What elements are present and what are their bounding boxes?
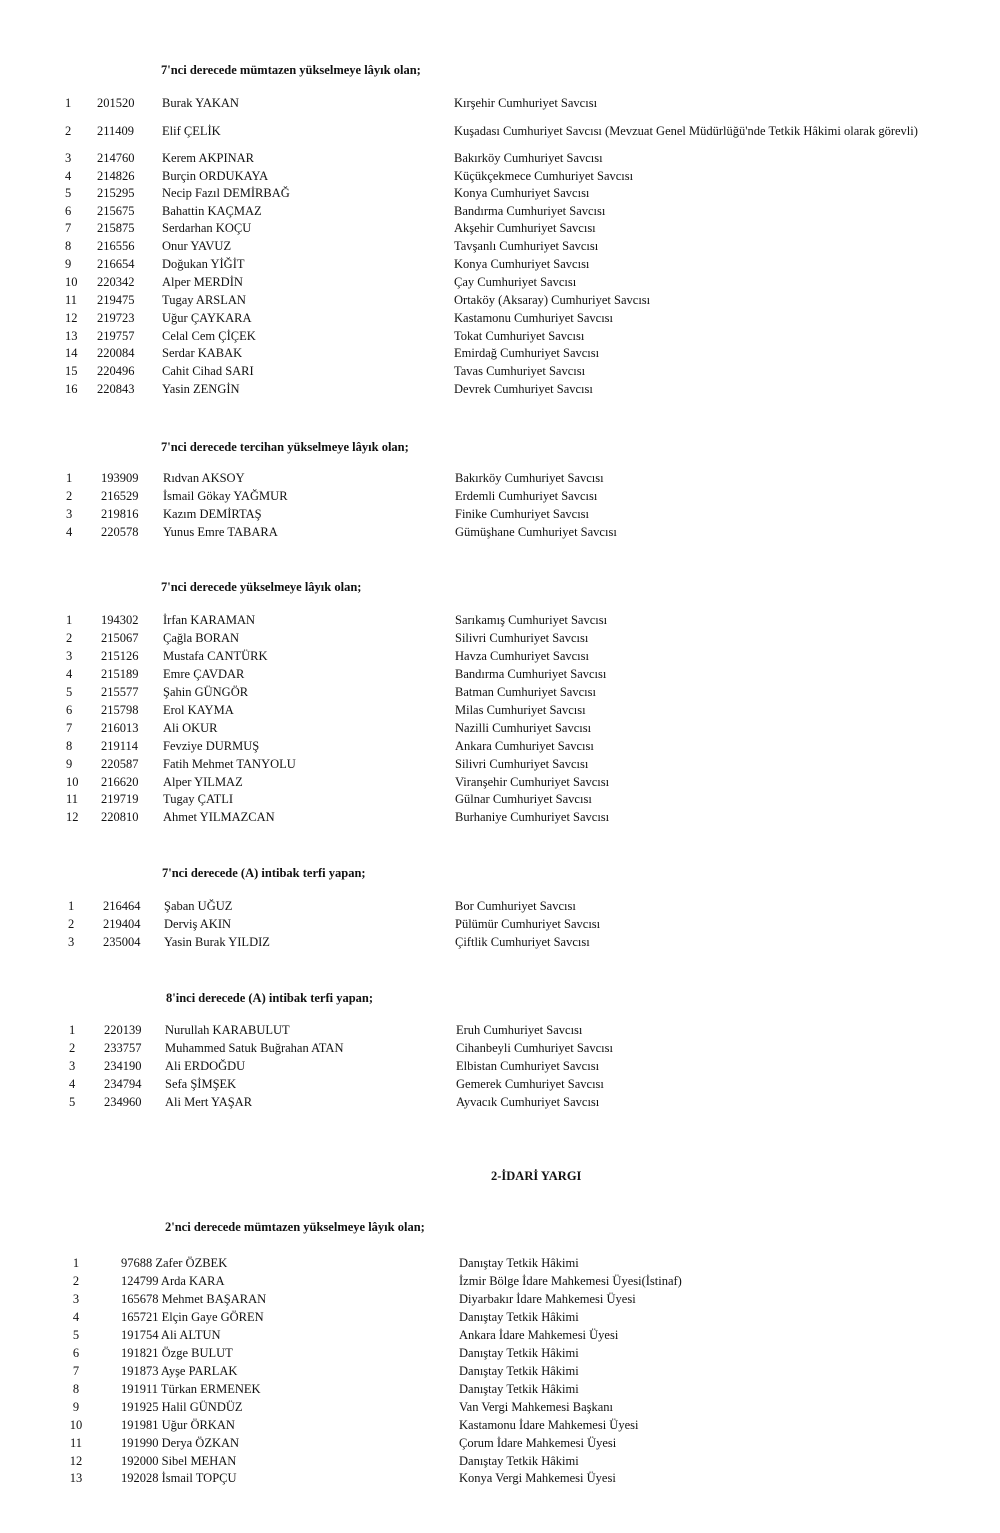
- sicil-number: 219404: [103, 917, 141, 931]
- sicil-number: 201520: [97, 96, 135, 110]
- position-title: Bandırma Cumhuriyet Savcısı: [454, 204, 606, 218]
- row-number: 4: [66, 667, 73, 681]
- position-title: Erdemli Cumhuriyet Savcısı: [455, 489, 598, 503]
- row-number: 4: [66, 525, 73, 539]
- row-number: 11: [65, 293, 78, 307]
- row-number: 2: [66, 631, 73, 645]
- person-name: Çağla BORAN: [163, 631, 240, 645]
- row-number: 7: [65, 221, 72, 235]
- table-row: [0, 257, 1000, 275]
- person-name: Ahmet YILMAZCAN: [163, 810, 275, 824]
- section-heading: 7'nci derecede mümtazen yükselmeye lâyık olan;: [161, 63, 421, 77]
- person-name: Şaban UĞUZ: [164, 899, 233, 913]
- position-title: Konya Cumhuriyet Savcısı: [454, 257, 590, 271]
- person-name: Kerem AKPINAR: [162, 151, 255, 165]
- sicil-number: 214760: [97, 151, 135, 165]
- position-title: Gülnar Cumhuriyet Savcısı: [455, 792, 592, 806]
- row-number: 12: [65, 311, 78, 325]
- row-number: 12: [66, 810, 79, 824]
- table-row: [0, 1400, 1000, 1418]
- position-title: Danıştay Tetkik Hâkimi: [459, 1382, 579, 1396]
- row-number: 3: [65, 151, 72, 165]
- person-name: Ali Mert YAŞAR: [165, 1095, 253, 1109]
- person-name: Elif ÇELİK: [162, 124, 221, 138]
- table-row: [0, 169, 1000, 187]
- table-row: [0, 204, 1000, 222]
- person-name: Kazım DEMİRTAŞ: [163, 507, 262, 521]
- person-name: Onur YAVUZ: [162, 239, 232, 253]
- person-name: Yasin ZENGİN: [162, 382, 240, 396]
- person-name: Nurullah KARABULUT: [165, 1023, 290, 1037]
- sicil-number: 219475: [97, 293, 135, 307]
- table-row: [0, 311, 1000, 329]
- sicil-number: 219757: [97, 329, 135, 343]
- table-row: [0, 186, 1000, 204]
- row-number: 9: [72, 1400, 80, 1414]
- table-row: [0, 667, 1000, 685]
- position-title: Çay Cumhuriyet Savcısı: [454, 275, 577, 289]
- section-heading: 2'nci derecede mümtazen yükselmeye lâyık olan;: [165, 1220, 425, 1234]
- position-title: Danıştay Tetkik Hâkimi: [459, 1310, 579, 1324]
- sicil-number: 220587: [101, 757, 139, 771]
- person-name: Doğukan YİĞİT: [162, 257, 245, 271]
- sicil-number: 220342: [97, 275, 135, 289]
- person-name: Cahit Cihad SARI: [162, 364, 254, 378]
- position-title: Bandırma Cumhuriyet Savcısı: [455, 667, 607, 681]
- row-number: 8: [72, 1382, 80, 1396]
- sicil-and-name: 165721 Elçin Gaye GÖREN: [121, 1310, 264, 1324]
- table-row: [0, 792, 1000, 810]
- row-number: 10: [69, 1418, 83, 1432]
- table-row: [0, 1436, 1000, 1454]
- position-title: Batman Cumhuriyet Savcısı: [455, 685, 596, 699]
- sicil-number: 219723: [97, 311, 135, 325]
- position-title: Elbistan Cumhuriyet Savcısı: [456, 1059, 600, 1073]
- sicil-number: 194302: [101, 613, 139, 627]
- position-title: Tavşanlı Cumhuriyet Savcısı: [454, 239, 599, 253]
- section-heading: 8'inci derecede (A) intibak terfi yapan;: [166, 991, 374, 1005]
- sicil-number: 216464: [103, 899, 141, 913]
- person-name: Yunus Emre TABARA: [163, 525, 278, 539]
- position-title: Gümüşhane Cumhuriyet Savcısı: [455, 525, 617, 539]
- table-row: [0, 382, 1000, 400]
- table-row: [0, 721, 1000, 739]
- person-name: Sefa ŞİMŞEK: [165, 1077, 237, 1091]
- row-number: 10: [66, 775, 79, 789]
- table-row: [0, 685, 1000, 703]
- position-title: Ortaköy (Aksaray) Cumhuriyet Savcısı: [454, 293, 651, 307]
- position-title: Akşehir Cumhuriyet Savcısı: [454, 221, 596, 235]
- position-title: Ayvacık Cumhuriyet Savcısı: [456, 1095, 600, 1109]
- person-name: Muhammed Satuk Buğrahan ATAN: [165, 1041, 344, 1055]
- position-title: Silivri Cumhuriyet Savcısı: [455, 631, 589, 645]
- sicil-number: 220843: [97, 382, 135, 396]
- position-title: Milas Cumhuriyet Savcısı: [455, 703, 586, 717]
- table-row: [0, 1059, 1000, 1077]
- row-number: 8: [65, 239, 72, 253]
- person-name: Burak YAKAN: [162, 96, 239, 110]
- row-number: 7: [66, 721, 73, 735]
- person-name: Tugay ÇATLI: [163, 792, 234, 806]
- table-row: [0, 613, 1000, 631]
- person-name: Erol KAYMA: [163, 703, 234, 717]
- table-row: [0, 1382, 1000, 1400]
- position-title: Havza Cumhuriyet Savcısı: [455, 649, 589, 663]
- row-number: 3: [69, 1059, 76, 1073]
- person-name: Celal Cem ÇİÇEK: [162, 329, 256, 343]
- sicil-number: 215675: [97, 204, 135, 218]
- position-title: Cihanbeyli Cumhuriyet Savcısı: [456, 1041, 613, 1055]
- position-title: Konya Cumhuriyet Savcısı: [454, 186, 590, 200]
- sicil-number: 193909: [101, 471, 139, 485]
- table-row: [0, 221, 1000, 239]
- position-title: Kastamonu Cumhuriyet Savcısı: [454, 311, 614, 325]
- row-number: 3: [66, 649, 73, 663]
- table-row: [0, 739, 1000, 757]
- sicil-and-name: 191873 Ayşe PARLAK: [121, 1364, 238, 1378]
- position-title: Bakırköy Cumhuriyet Savcısı: [455, 471, 604, 485]
- position-title: Ankara İdare Mahkemesi Üyesi: [459, 1328, 619, 1342]
- table-row: [0, 151, 1000, 169]
- position-title: Van Vergi Mahkemesi Başkanı: [459, 1400, 614, 1414]
- sicil-and-name: 192028 İsmail TOPÇU: [121, 1471, 237, 1485]
- row-number: 2: [68, 917, 75, 931]
- sicil-number: 235004: [103, 935, 141, 949]
- sicil-and-name: 191990 Derya ÖZKAN: [121, 1436, 240, 1450]
- table-row: [0, 275, 1000, 293]
- person-name: İrfan KARAMAN: [163, 613, 255, 627]
- person-name: İsmail Gökay YAĞMUR: [163, 489, 288, 503]
- person-name: Fevziye DURMUŞ: [163, 739, 260, 753]
- position-title: Silivri Cumhuriyet Savcısı: [455, 757, 589, 771]
- row-number: 3: [72, 1292, 80, 1306]
- table-row: [0, 96, 1000, 114]
- row-number: 12: [69, 1454, 83, 1468]
- person-name: Rıdvan AKSOY: [163, 471, 245, 485]
- position-title: Diyarbakır İdare Mahkemesi Üyesi: [459, 1292, 636, 1306]
- row-number: 5: [66, 685, 73, 699]
- row-number: 1: [65, 96, 72, 110]
- row-number: 7: [72, 1364, 80, 1378]
- sicil-number: 216654: [97, 257, 135, 271]
- table-row: [0, 810, 1000, 828]
- table-row: [0, 1041, 1000, 1059]
- sicil-number: 215067: [101, 631, 139, 645]
- sicil-number: 214826: [97, 169, 135, 183]
- person-name: Uğur ÇAYKARA: [162, 311, 252, 325]
- sicil-number: 215189: [101, 667, 139, 681]
- sicil-and-name: 191911 Türkan ERMENEK: [121, 1382, 261, 1396]
- position-title: Nazilli Cumhuriyet Savcısı: [455, 721, 592, 735]
- person-name: Yasin Burak YILDIZ: [164, 935, 270, 949]
- position-title: İzmir Bölge İdare Mahkemesi Üyesi(İstinaf): [459, 1274, 682, 1288]
- row-number: 2: [72, 1274, 80, 1288]
- sicil-number: 234960: [104, 1095, 142, 1109]
- table-row: [0, 935, 1000, 953]
- position-title: Tokat Cumhuriyet Savcısı: [454, 329, 585, 343]
- table-row: [0, 1095, 1000, 1113]
- table-row: [0, 364, 1000, 382]
- row-number: 1: [66, 613, 73, 627]
- table-row: [0, 649, 1000, 667]
- position-title: Küçükçekmece Cumhuriyet Savcısı: [454, 169, 634, 183]
- row-number: 1: [66, 471, 73, 485]
- row-number: 9: [65, 257, 72, 271]
- person-name: Fatih Mehmet TANYOLU: [163, 757, 296, 771]
- sicil-and-name: 124799 Arda KARA: [121, 1274, 225, 1288]
- table-row: [0, 1292, 1000, 1310]
- table-row: [0, 775, 1000, 793]
- sicil-and-name: 191821 Özge BULUT: [121, 1346, 233, 1360]
- table-row: [0, 329, 1000, 347]
- table-row: [0, 1310, 1000, 1328]
- row-number: 1: [72, 1256, 80, 1270]
- position-title: Bakırköy Cumhuriyet Savcısı: [454, 151, 603, 165]
- sicil-and-name: 165678 Mehmet BAŞARAN: [121, 1292, 267, 1306]
- sicil-number: 219719: [101, 792, 139, 806]
- table-row: [0, 239, 1000, 257]
- table-row: [0, 507, 1000, 525]
- person-name: Alper MERDİN: [162, 275, 243, 289]
- position-title: Konya Vergi Mahkemesi Üyesi: [459, 1471, 616, 1485]
- row-number: 8: [66, 739, 73, 753]
- person-name: Mustafa CANTÜRK: [163, 649, 268, 663]
- sicil-number: 219114: [101, 739, 139, 753]
- table-row: [0, 1328, 1000, 1346]
- sicil-number: 215875: [97, 221, 135, 235]
- table-row: [0, 899, 1000, 917]
- position-title: Kuşadası Cumhuriyet Savcısı (Mevzuat Genel Müdürlüğü'nde Tetkik Hâkimi olarak görevli): [454, 124, 918, 138]
- table-row: [0, 703, 1000, 721]
- sicil-number: 216529: [101, 489, 139, 503]
- row-number: 5: [65, 186, 72, 200]
- row-number: 13: [69, 1471, 83, 1485]
- row-number: 4: [65, 169, 72, 183]
- sicil-number: 211409: [97, 124, 135, 138]
- sicil-and-name: 191925 Halil GÜNDÜZ: [121, 1400, 243, 1414]
- sicil-number: 216013: [101, 721, 139, 735]
- sicil-number: 215295: [97, 186, 135, 200]
- person-name: Serdarhan KOÇU: [162, 221, 252, 235]
- person-name: Emre ÇAVDAR: [163, 667, 245, 681]
- sicil-and-name: 192000 Sibel MEHAN: [121, 1454, 237, 1468]
- person-name: Derviş AKIN: [164, 917, 232, 931]
- position-title: Çorum İdare Mahkemesi Üyesi: [459, 1436, 617, 1450]
- table-row: [0, 1418, 1000, 1436]
- position-title: Tavas Cumhuriyet Savcısı: [454, 364, 586, 378]
- sicil-number: 215126: [101, 649, 139, 663]
- person-name: Ali ERDOĞDU: [165, 1059, 246, 1073]
- position-title: Kastamonu İdare Mahkemesi Üyesi: [459, 1418, 639, 1432]
- row-number: 14: [65, 346, 78, 360]
- sicil-and-name: 191754 Ali ALTUN: [121, 1328, 221, 1342]
- row-number: 15: [65, 364, 78, 378]
- row-number: 2: [66, 489, 73, 503]
- person-name: Tugay ARSLAN: [162, 293, 246, 307]
- position-title: Viranşehir Cumhuriyet Savcısı: [455, 775, 610, 789]
- row-number: 6: [66, 703, 73, 717]
- sicil-number: 216620: [101, 775, 139, 789]
- table-row: [0, 1471, 1000, 1489]
- sicil-number: 220084: [97, 346, 135, 360]
- person-name: Burçin ORDUKAYA: [162, 169, 269, 183]
- row-number: 5: [72, 1328, 80, 1342]
- table-row: [0, 631, 1000, 649]
- sicil-number: 234794: [104, 1077, 142, 1091]
- section-heading: 7'nci derecede (A) intibak terfi yapan;: [162, 866, 366, 880]
- position-title: Danıştay Tetkik Hâkimi: [459, 1364, 579, 1378]
- sicil-number: 215798: [101, 703, 139, 717]
- position-title: Eruh Cumhuriyet Savcısı: [456, 1023, 583, 1037]
- table-row: [0, 471, 1000, 489]
- position-title: Finike Cumhuriyet Savcısı: [455, 507, 590, 521]
- sicil-number: 220810: [101, 810, 139, 824]
- row-number: 11: [66, 792, 79, 806]
- table-row: [0, 293, 1000, 311]
- table-row: [0, 1274, 1000, 1292]
- position-title: Ankara Cumhuriyet Savcısı: [455, 739, 594, 753]
- person-name: Ali OKUR: [163, 721, 218, 735]
- sicil-number: 216556: [97, 239, 135, 253]
- table-row: [0, 757, 1000, 775]
- position-title: Danıştay Tetkik Hâkimi: [459, 1454, 579, 1468]
- row-number: 4: [72, 1310, 80, 1324]
- row-number: 1: [69, 1023, 76, 1037]
- position-title: Pülümür Cumhuriyet Savcısı: [455, 917, 601, 931]
- position-title: Çiftlik Cumhuriyet Savcısı: [455, 935, 590, 949]
- position-title: Kırşehir Cumhuriyet Savcısı: [454, 96, 598, 110]
- row-number: 6: [65, 204, 72, 218]
- table-row: [0, 489, 1000, 507]
- table-row: [0, 1023, 1000, 1041]
- table-row: [0, 1454, 1000, 1472]
- section-heading: 7'nci derecede yükselmeye lâyık olan;: [161, 580, 362, 594]
- position-title: Danıştay Tetkik Hâkimi: [459, 1256, 579, 1270]
- table-row: [0, 1077, 1000, 1095]
- sicil-number: 234190: [104, 1059, 142, 1073]
- person-name: Bahattin KAÇMAZ: [162, 204, 262, 218]
- sicil-number: 219816: [101, 507, 139, 521]
- row-number: 4: [69, 1077, 76, 1091]
- sicil-number: 220139: [104, 1023, 142, 1037]
- row-number: 2: [69, 1041, 76, 1055]
- row-number: 9: [66, 757, 73, 771]
- table-row: [0, 1256, 1000, 1274]
- table-row: [0, 124, 1000, 142]
- person-name: Alper YILMAZ: [163, 775, 243, 789]
- position-title: Danıştay Tetkik Hâkimi: [459, 1346, 579, 1360]
- person-name: Serdar KABAK: [162, 346, 243, 360]
- table-row: [0, 525, 1000, 543]
- sicil-number: 220578: [101, 525, 139, 539]
- row-number: 1: [68, 899, 75, 913]
- position-title: Sarıkamış Cumhuriyet Savcısı: [455, 613, 608, 627]
- row-number: 10: [65, 275, 78, 289]
- sicil-number: 215577: [101, 685, 139, 699]
- table-row: [0, 346, 1000, 364]
- person-name: Necip Fazıl DEMİRBAĞ: [162, 186, 290, 200]
- sicil-and-name: 97688 Zafer ÖZBEK: [121, 1256, 228, 1270]
- row-number: 13: [65, 329, 78, 343]
- section-heading: 7'nci derecede tercihan yükselmeye lâyık olan;: [161, 440, 409, 454]
- part-title: 2-İDARİ YARGI: [491, 1169, 582, 1183]
- row-number: 2: [65, 124, 72, 138]
- row-number: 16: [65, 382, 78, 396]
- position-title: Burhaniye Cumhuriyet Savcısı: [455, 810, 610, 824]
- row-number: 3: [68, 935, 75, 949]
- row-number: 3: [66, 507, 73, 521]
- row-number: 11: [69, 1436, 83, 1450]
- row-number: 5: [69, 1095, 76, 1109]
- sicil-number: 233757: [104, 1041, 142, 1055]
- sicil-number: 220496: [97, 364, 135, 378]
- sicil-and-name: 191981 Uğur ÖRKAN: [121, 1418, 235, 1432]
- table-row: [0, 917, 1000, 935]
- row-number: 6: [72, 1346, 80, 1360]
- position-title: Gemerek Cumhuriyet Savcısı: [456, 1077, 604, 1091]
- person-name: Şahin GÜNGÖR: [163, 685, 249, 699]
- position-title: Bor Cumhuriyet Savcısı: [455, 899, 576, 913]
- table-row: [0, 1346, 1000, 1364]
- position-title: Emirdağ Cumhuriyet Savcısı: [454, 346, 600, 360]
- position-title: Devrek Cumhuriyet Savcısı: [454, 382, 593, 396]
- table-row: [0, 1364, 1000, 1382]
